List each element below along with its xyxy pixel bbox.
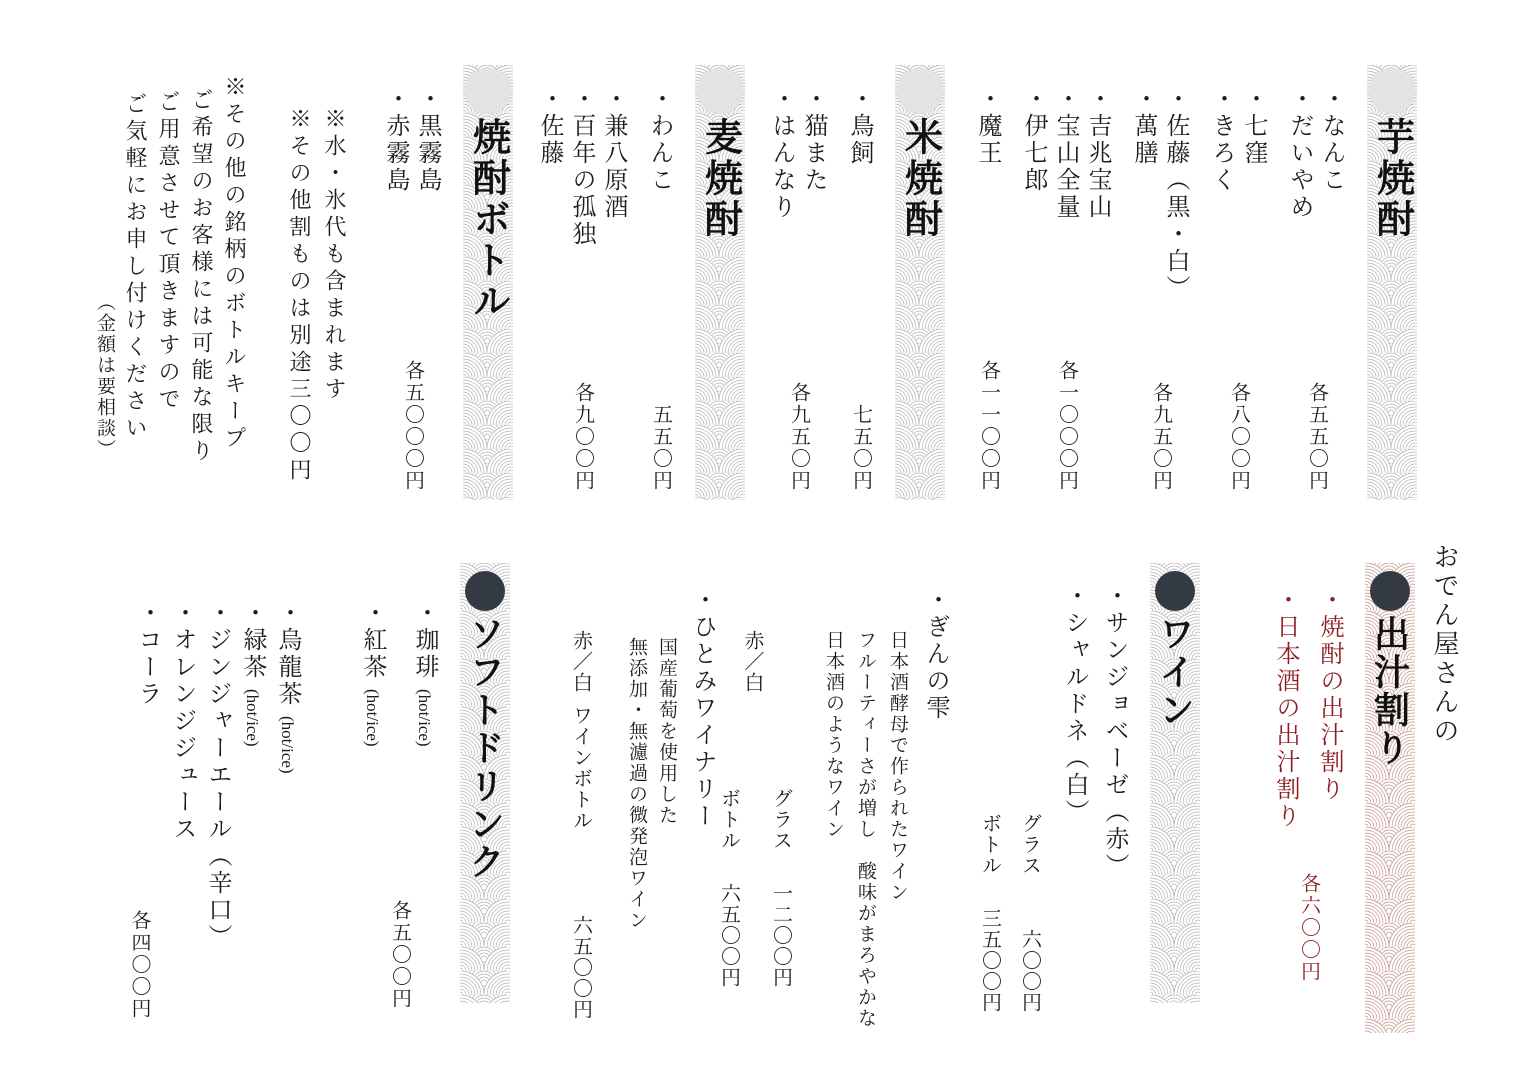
circle-marker-icon: [1369, 68, 1415, 114]
price-column-bottle: [568, 630, 594, 1020]
note: ご気軽にお申し付けください: [123, 92, 148, 443]
section-prefix: おでん屋さんの: [1430, 543, 1459, 746]
section-kome-shochu: [767, 65, 945, 510]
menu-item: ・猫また: [800, 86, 826, 194]
menu-item: [205, 600, 235, 1043]
item-description: 国産葡萄を使用した: [656, 637, 677, 826]
price-column-bottle: [717, 788, 741, 988]
menu-group: [1271, 543, 1347, 1043]
menu-item: [410, 600, 442, 1043]
menu-item: ・萬膳: [1130, 86, 1156, 167]
section-band-dashiwari: [1365, 563, 1415, 1033]
menu-group: [845, 65, 877, 510]
circle-marker-icon: [697, 68, 743, 114]
section-band-kome: [895, 65, 945, 500]
circle-marker-icon: [1370, 571, 1410, 611]
menu-item: ・焼酎の出汁割り: [1316, 587, 1342, 803]
price-column-glass: [1014, 813, 1046, 1013]
price: 一二〇〇円: [769, 883, 792, 988]
price: 各九〇〇円: [571, 382, 594, 492]
section-title-soft: ソフトドリンク: [464, 615, 505, 881]
section-title-wine: ワイン: [1154, 615, 1195, 729]
menu-item: ・日本酒の出汁割り: [1272, 587, 1298, 830]
section-title-mugi: 麦焼酎: [698, 117, 741, 240]
price-label: ワインボトル: [569, 705, 592, 831]
price: 六五〇〇円: [717, 883, 740, 988]
section-mugi-shochu: [535, 65, 745, 510]
circle-marker-icon: [1155, 571, 1195, 611]
section-imo-shochu: [973, 65, 1417, 510]
note: ※その他の銘柄のボトルキープ: [222, 75, 247, 453]
price: 三五〇〇円: [978, 908, 1001, 1013]
section-gin-no-shizuku: [717, 543, 953, 1029]
menu-item: [275, 600, 305, 1043]
menu-item: ・佐藤（黒・白）: [1162, 86, 1188, 302]
menu-group: [381, 65, 445, 510]
section-title-kome: 米焼酎: [898, 117, 941, 240]
menu-group: [1129, 65, 1193, 510]
price: 各五〇〇〇円: [401, 360, 424, 492]
item-label: ・珈琲: [411, 600, 437, 681]
price: 各五五〇円: [1305, 382, 1328, 492]
menu-group: [128, 543, 305, 1043]
price-label: グラス: [769, 788, 792, 851]
menu-group: [1019, 65, 1115, 510]
item-description: 日本酒酵母で作られたワイン: [887, 630, 908, 903]
section-soft-drink: [128, 543, 510, 1043]
section-shochu-bottle: [381, 65, 513, 510]
note: ※水・氷代も含まれます: [322, 107, 347, 404]
menu-item: ・黒霧島: [414, 86, 440, 194]
circle-marker-icon: [897, 68, 943, 114]
price-label: ボトル: [978, 813, 1001, 876]
menu-item: [240, 600, 270, 1043]
price: 五五〇円: [649, 404, 672, 492]
menu-item: [170, 600, 200, 1043]
price: 七五〇円: [849, 404, 872, 492]
item-label: ・オレンジジュース: [169, 600, 195, 843]
menu-item: ・ぎんの雫: [922, 587, 948, 722]
price: 各九五〇円: [787, 382, 810, 492]
price: 各四〇〇円: [128, 910, 150, 1020]
price: 六〇〇円: [1018, 929, 1041, 1013]
price: 各六〇〇円: [1297, 873, 1320, 983]
price: 各五〇〇円: [388, 900, 411, 1010]
menu-group: [1285, 65, 1349, 510]
color-options: 赤／白: [741, 630, 763, 693]
item-description: フルーティーさが増し 酸味がまろやかな: [855, 630, 876, 1029]
menu-item: ・百年の孤独: [568, 86, 594, 248]
menu-item: ・兼八原酒: [600, 86, 626, 221]
menu-item: ・なんこ: [1318, 86, 1344, 194]
item-label: ・紅茶: [359, 600, 385, 681]
circle-marker-icon: [465, 68, 511, 114]
menu-item: ・ひとみワイナリー: [689, 587, 715, 830]
menu-item: ・赤霧島: [382, 86, 408, 194]
section-title-dashiwari: 出汁割り: [1369, 615, 1410, 767]
menu-item: ・七窪: [1240, 86, 1266, 167]
menu-item: ・はんなり: [768, 86, 794, 221]
menu-item: ・宝山全量: [1052, 86, 1078, 221]
note: （金額は要相談）: [94, 292, 115, 460]
note: ご用意させて頂きますので: [156, 90, 181, 414]
menu-item: ・魔王: [974, 86, 1000, 167]
menu-item: ・わんこ: [646, 86, 672, 194]
price-column-glass: [769, 788, 793, 988]
menu-item: ・シャルドネ（白）: [1061, 583, 1087, 826]
menu-item: ・鳥飼: [846, 86, 872, 167]
section-notes: [88, 65, 350, 485]
menu-group: [358, 543, 442, 1043]
section-band-bottle: [463, 65, 513, 500]
item-description: 無添加・無濾過の微発泡ワイン: [626, 637, 647, 931]
item-description: 日本酒のようなワイン: [823, 630, 844, 840]
section-title-bottle: 焼酎ボトル: [466, 117, 509, 322]
circle-marker-icon: [465, 571, 505, 611]
item-label: ・緑茶: [239, 600, 265, 681]
section-hitomi-winery: [568, 543, 720, 1020]
section-band-mugi: [695, 65, 745, 500]
item-note: (hot/ice): [243, 689, 262, 747]
price: 六五〇〇円: [569, 915, 592, 1020]
color-options: 赤／白: [569, 630, 592, 693]
menu-item: ・伊七郎: [1020, 86, 1046, 194]
menu-group: [645, 65, 677, 510]
price: 各八〇〇円: [1227, 382, 1250, 492]
price: 各九五〇円: [1149, 382, 1172, 492]
menu-group: [535, 65, 631, 510]
item-note: (hot/ice): [363, 689, 382, 747]
section-band-wine: [1150, 563, 1200, 1003]
note: ご希望のお客様には可能な限り: [189, 88, 214, 466]
menu-item: ・きろく: [1208, 86, 1234, 194]
item-note: (hot/ice): [415, 689, 434, 747]
note: ※その他割ものは別途三〇〇円: [287, 107, 312, 485]
price-label: グラス: [1018, 813, 1041, 876]
section-band-imo: [1367, 65, 1417, 500]
menu-group: [767, 65, 831, 510]
price: 各一一〇〇円: [977, 360, 1000, 492]
section-dashiwari: [1271, 543, 1463, 1043]
menu-group: [973, 65, 1005, 510]
price: 各一〇〇〇円: [1055, 360, 1078, 492]
menu-item: ・吉兆宝山: [1084, 86, 1110, 221]
section-wine: [974, 543, 1200, 1013]
item-label: ・コーラ: [134, 600, 160, 708]
section-band-soft: [460, 563, 510, 1003]
section-title-imo: 芋焼酎: [1370, 117, 1413, 240]
item-label: ・ジンジャーエール（辛口）: [204, 600, 230, 951]
item-note: (hot/ice): [278, 716, 297, 774]
menu-item: ・サンジョベーゼ（赤）: [1101, 583, 1127, 880]
menu-item: ・だいやめ: [1286, 86, 1312, 221]
price-column-bottle: [974, 813, 1006, 1013]
item-label: ・烏龍茶: [274, 600, 300, 708]
menu-group: [1207, 65, 1271, 510]
menu-item: ・佐藤: [536, 86, 562, 167]
price-label: ボトル: [717, 788, 740, 851]
